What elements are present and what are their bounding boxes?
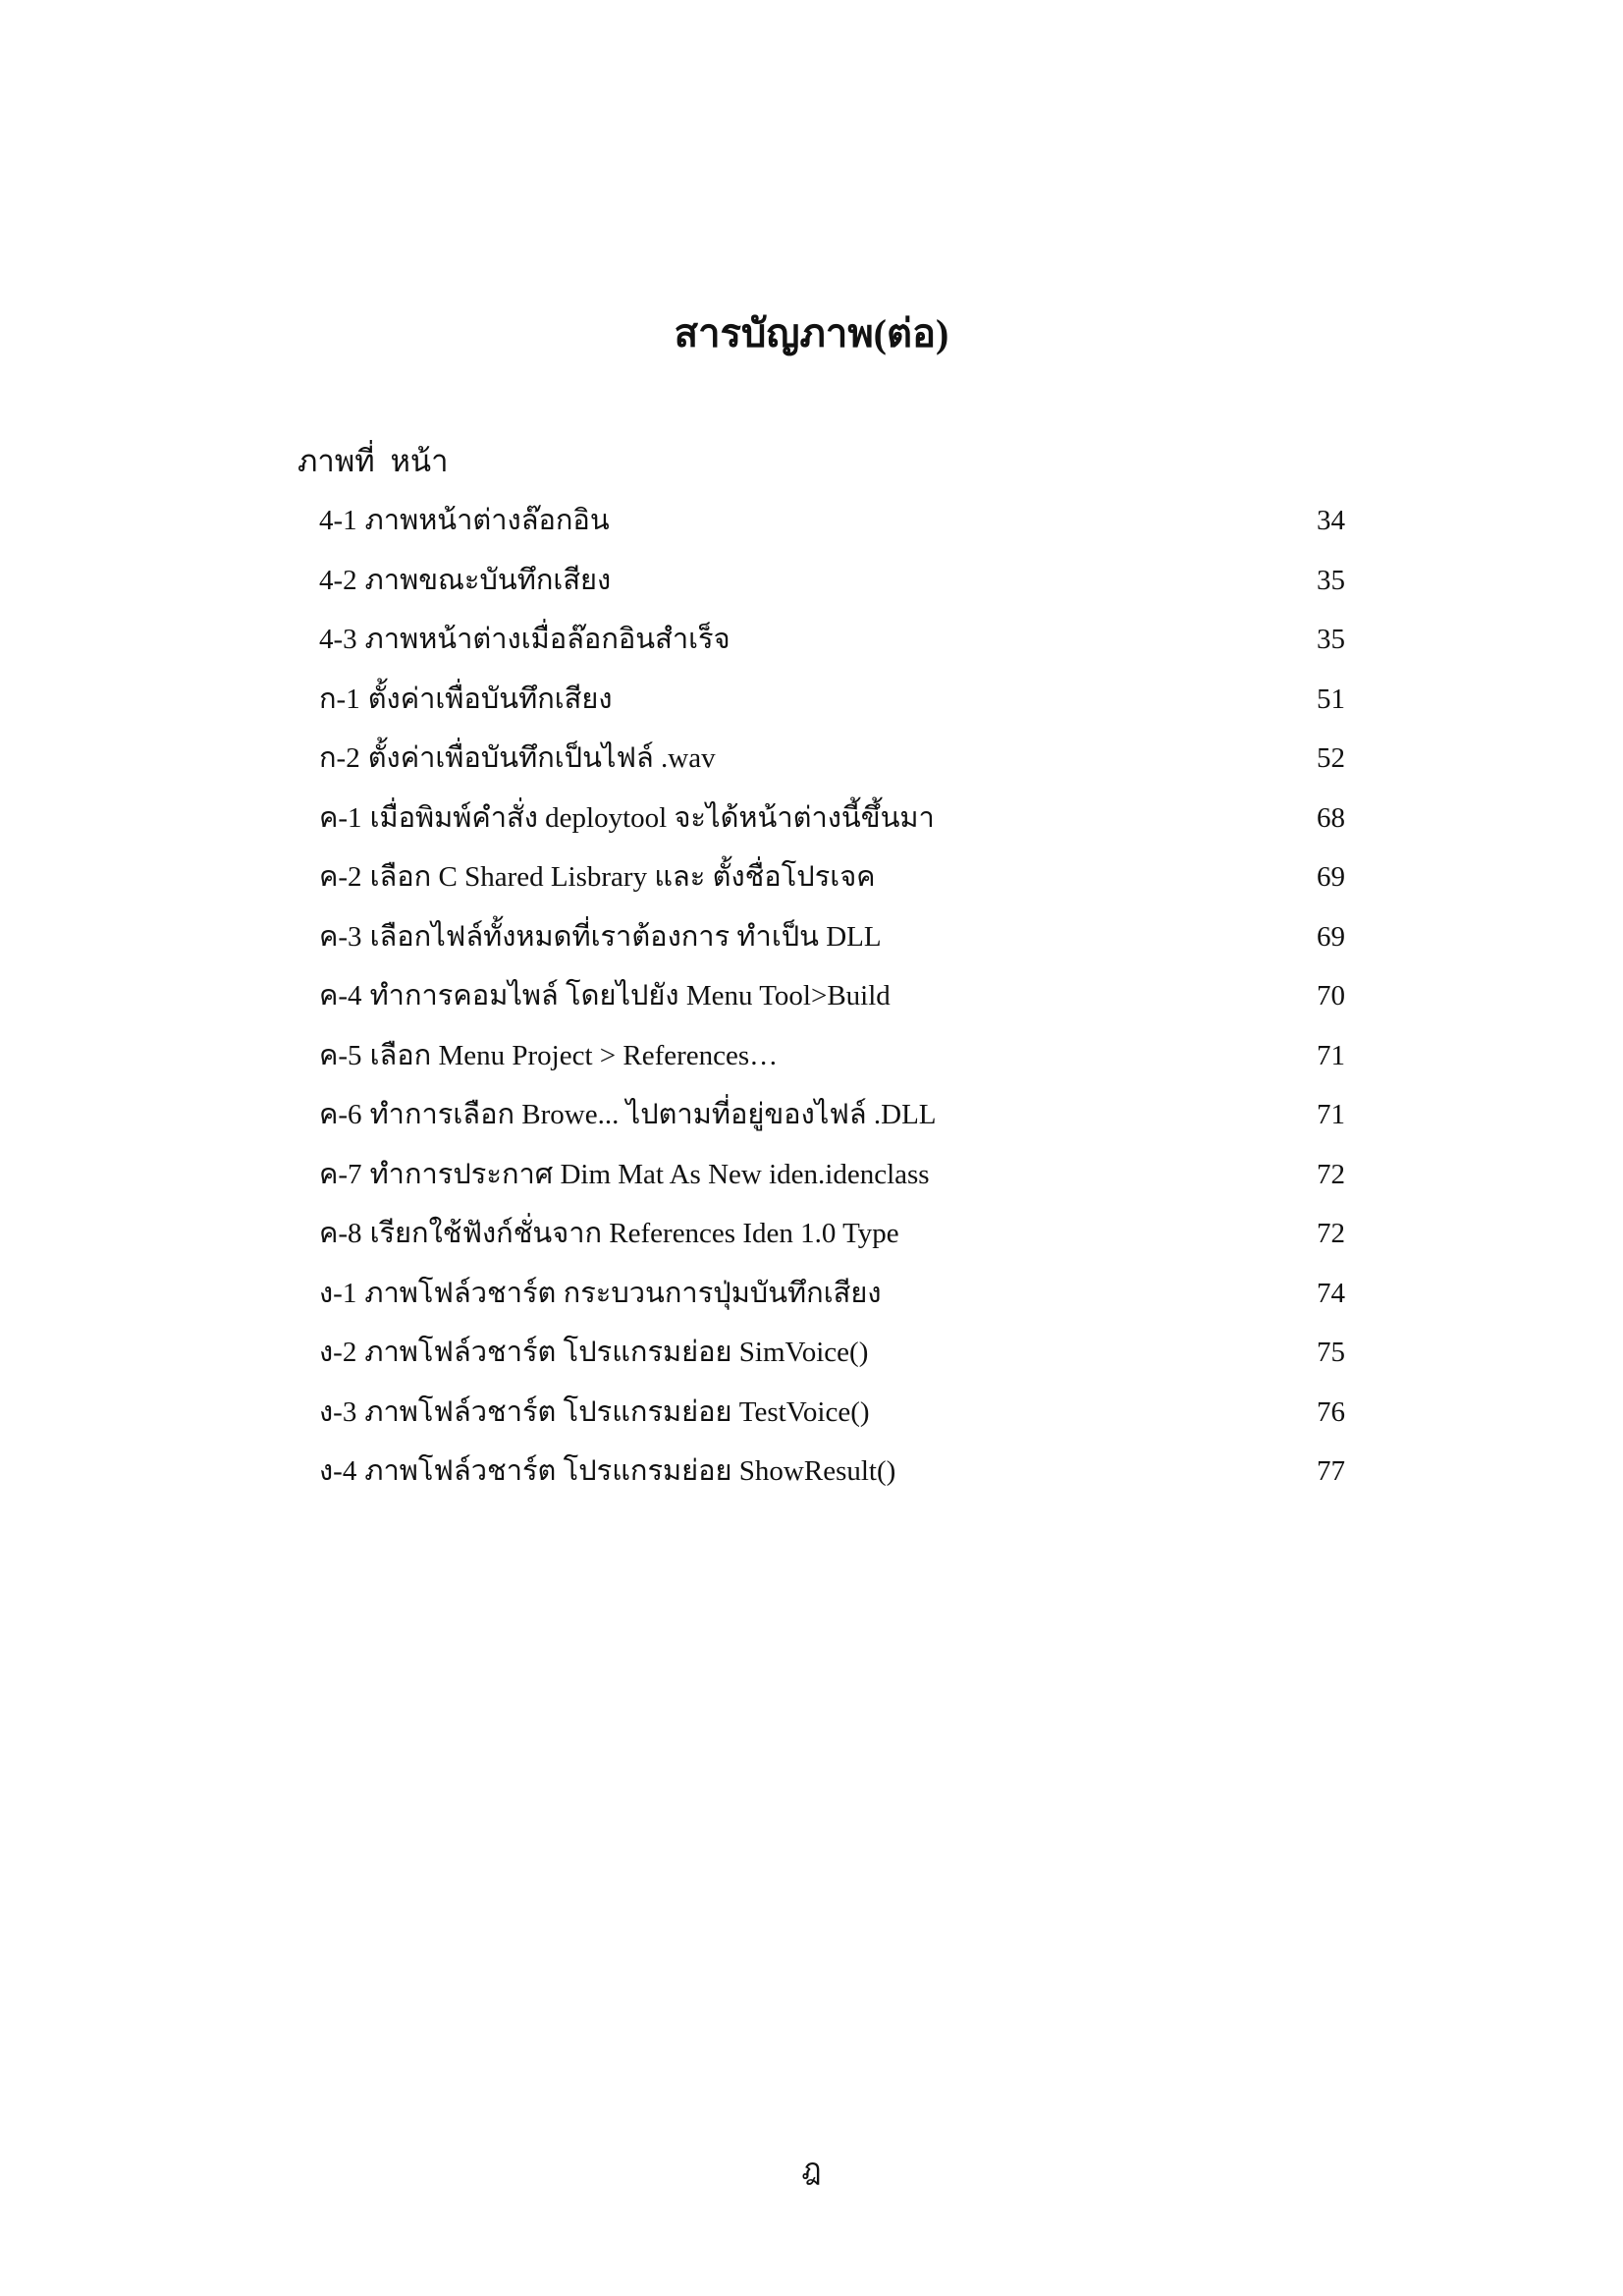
toc-entry-label xyxy=(319,499,610,542)
figure-column-label: ภาพที่ xyxy=(298,444,375,478)
toc-entry-label xyxy=(319,737,716,780)
figure-number: ง-2 xyxy=(319,1337,357,1368)
toc-entry-label xyxy=(319,1391,870,1434)
toc-entry xyxy=(319,1272,1345,1332)
figure-caption: ตั้งค่าเพื่อบันทึกเป็นไฟล์ .wav xyxy=(367,742,716,774)
figure-caption: เลือกไฟล์ทั้งหมดที่เราต้องการ ทำเป็น DLL xyxy=(369,920,882,953)
toc-entry xyxy=(319,559,1345,619)
figure-number: ก-2 xyxy=(319,742,360,774)
toc-entry-label xyxy=(319,678,613,721)
toc-entry-label xyxy=(319,855,876,899)
toc-entry xyxy=(319,1093,1345,1153)
toc-entry xyxy=(319,1449,1345,1509)
figure-number: ก-1 xyxy=(319,683,360,715)
page-title: สารบัญภาพ(ต่อ) xyxy=(674,311,949,355)
figure-page-number: 51 xyxy=(1317,683,1345,715)
figure-caption: ภาพโฟล์วชาร์ต โปรแกรมย่อย TestVoice() xyxy=(364,1395,870,1428)
figure-page-number: 71 xyxy=(1317,1039,1345,1071)
figure-caption: ภาพหน้าต่างล๊อกอิน xyxy=(364,505,610,536)
figure-caption: เลือก Menu Project > References… xyxy=(369,1039,779,1071)
toc-entry-label xyxy=(319,974,891,1017)
figure-page-number: 68 xyxy=(1317,801,1345,834)
figure-number: ค-8 xyxy=(319,1218,362,1249)
toc-entry xyxy=(319,1391,1345,1450)
toc-entry-label xyxy=(319,559,611,602)
figure-caption: ทำการเลือก Browe... ไปตามที่อยู่ของไฟล์ .DLL xyxy=(369,1099,937,1130)
figure-page-number: 76 xyxy=(1317,1395,1345,1428)
figure-caption: ภาพโฟล์วชาร์ต โปรแกรมย่อย SimVoice() xyxy=(364,1337,869,1368)
figure-caption: ตั้งค่าเพื่อบันทึกเสียง xyxy=(367,683,613,715)
toc-entry-label xyxy=(319,1212,899,1255)
toc-entry-label xyxy=(319,1272,881,1315)
toc-entry xyxy=(319,796,1345,856)
figure-number: ค-1 xyxy=(319,801,362,834)
toc-entry xyxy=(319,1212,1345,1272)
figure-page-number: 75 xyxy=(1317,1337,1345,1368)
figure-page-number: 69 xyxy=(1317,920,1345,953)
toc-entry xyxy=(319,974,1345,1034)
figure-list xyxy=(319,499,1345,1509)
figure-number: ค-7 xyxy=(319,1158,362,1190)
toc-entry-label xyxy=(319,1153,930,1196)
toc-entry xyxy=(319,855,1345,915)
figure-page-number: 35 xyxy=(1317,564,1345,596)
toc-entry xyxy=(319,915,1345,975)
figure-number: 4-2 xyxy=(319,564,357,596)
page-number: ฎ xyxy=(801,2154,822,2186)
toc-entry-label xyxy=(319,1093,937,1136)
figure-number: 4-1 xyxy=(319,505,357,536)
figure-caption: เมื่อพิมพ์คำสั่ง deploytool จะได้หน้าต่างนี้ขึ้นมา xyxy=(369,801,935,834)
figure-page-number: 69 xyxy=(1317,861,1345,893)
figure-caption: ภาพโฟล์วชาร์ต โปรแกรมย่อย ShowResult() xyxy=(364,1455,896,1487)
toc-entry xyxy=(319,499,1345,559)
toc-entry xyxy=(319,737,1345,796)
figure-number: 4-3 xyxy=(319,624,357,655)
toc-entry-label xyxy=(319,1449,895,1493)
figure-caption: ทำการประกาศ Dim Mat As New iden.idenclass xyxy=(369,1158,930,1190)
figure-page-number: 70 xyxy=(1317,980,1345,1011)
toc-entry xyxy=(319,1153,1345,1213)
figure-number: ง-1 xyxy=(319,1277,357,1309)
figure-caption: ภาพหน้าต่างเมื่อล๊อกอินสำเร็จ xyxy=(364,624,730,655)
figure-caption: เรียกใช้ฟังก์ชั่นจาก References Iden 1.0 Type xyxy=(369,1218,899,1249)
figure-page-number: 71 xyxy=(1317,1099,1345,1130)
figure-number: ค-4 xyxy=(319,980,362,1011)
toc-entry xyxy=(319,618,1345,678)
toc-entry xyxy=(319,678,1345,738)
figure-number: ง-3 xyxy=(319,1395,357,1428)
figure-number: ค-5 xyxy=(319,1039,362,1071)
figure-caption: ภาพขณะบันทึกเสียง xyxy=(364,564,612,596)
toc-header xyxy=(298,440,449,483)
toc-entry xyxy=(319,1034,1345,1094)
figure-caption: ทำการคอมไพล์ โดยไปยัง Menu Tool>Build xyxy=(369,980,891,1011)
figure-page-number: 72 xyxy=(1317,1158,1345,1190)
figure-page-number: 52 xyxy=(1317,742,1345,774)
figure-page-number: 35 xyxy=(1317,624,1345,655)
figure-number: ง-4 xyxy=(319,1455,357,1487)
figure-page-number: 77 xyxy=(1317,1455,1345,1487)
figure-page-number: 72 xyxy=(1317,1218,1345,1249)
toc-entry-label xyxy=(319,1331,868,1374)
page-column-label: หน้า xyxy=(390,444,449,478)
toc-entry xyxy=(319,1331,1345,1391)
figure-page-number: 74 xyxy=(1317,1277,1345,1309)
figure-number: ค-3 xyxy=(319,920,362,953)
figure-caption: เลือก C Shared Lisbrary และ ตั้งชื่อโปรเจค xyxy=(369,861,876,893)
figure-number: ค-6 xyxy=(319,1099,362,1130)
figure-page-number: 34 xyxy=(1317,505,1345,536)
toc-entry-label xyxy=(319,618,730,661)
figure-number: ค-2 xyxy=(319,861,362,893)
toc-entry-label xyxy=(319,796,935,840)
figure-caption: ภาพโฟล์วชาร์ต กระบวนการปุ่มบันทึกเสียง xyxy=(364,1277,882,1309)
toc-entry-label xyxy=(319,915,882,958)
toc-entry-label xyxy=(319,1034,778,1077)
